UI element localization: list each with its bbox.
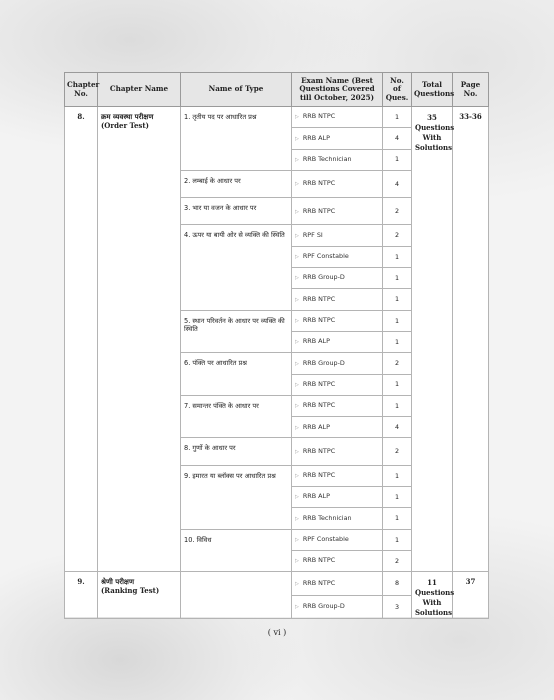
bullet-triangle-icon: ▷ <box>295 360 299 367</box>
question-count: 1 <box>383 149 412 170</box>
exam-name: RRB NTPC <box>302 206 336 215</box>
exam-name: RRB NTPC <box>302 379 336 388</box>
exam-name: RRB NTPC <box>302 446 336 455</box>
header-page-no: Page No. <box>453 73 489 107</box>
bullet-triangle-icon: ▷ <box>295 537 299 544</box>
exam-name: RRB Group-D <box>302 273 345 282</box>
document-page <box>64 72 488 617</box>
page-number: 37 <box>453 572 489 619</box>
total-questions <box>412 572 453 619</box>
bullet-triangle-icon: ▷ <box>295 515 299 522</box>
page-number-footer: ( vi ) <box>267 628 287 637</box>
bullet-triangle-icon: ▷ <box>295 424 299 431</box>
bullet-triangle-icon: ▷ <box>295 473 299 480</box>
exam-name-cell <box>292 572 383 596</box>
chapter-name-hindi: क्रम व्यवस्था परीक्षण <box>101 112 154 121</box>
type-name: 7. समान्तर पंक्ति के आधार पर <box>181 395 292 438</box>
exam-name: RRB NTPC <box>302 294 336 303</box>
bullet-triangle-icon: ▷ <box>295 318 299 325</box>
table-header-row <box>65 73 489 107</box>
exam-name: RRB NTPC <box>302 112 336 121</box>
bullet-triangle-icon: ▷ <box>295 580 299 587</box>
type-name: 10. विविध <box>181 529 292 572</box>
exam-name-cell <box>292 417 383 438</box>
type-name: 2. लम्बाई के आधार पर <box>181 170 292 197</box>
question-count: 2 <box>383 353 412 374</box>
chapter-number: 8. <box>65 107 98 572</box>
type-name: 3. भार या वजन के आधार पर <box>181 198 292 225</box>
question-count: 2 <box>383 438 412 465</box>
exam-name-cell <box>292 198 383 225</box>
exam-name: RRB NTPC <box>302 556 336 565</box>
exam-name: RRB NTPC <box>302 471 336 480</box>
bullet-triangle-icon: ▷ <box>295 208 299 215</box>
bullet-triangle-icon: ▷ <box>295 254 299 261</box>
chapter-name-english: (Order Test) <box>101 120 149 130</box>
chapter-name-english: (Ranking Test) <box>101 585 160 595</box>
header-chapter-name: Chapter Name <box>98 73 181 107</box>
table-body <box>65 107 489 619</box>
bullet-triangle-icon: ▷ <box>295 403 299 410</box>
exam-name-cell <box>292 268 383 289</box>
total-label: Questions With Solutions <box>415 123 455 152</box>
exam-name: RRB Technician <box>302 513 352 522</box>
question-count: 1 <box>383 310 412 331</box>
exam-name-cell <box>292 170 383 197</box>
exam-name: RRB NTPC <box>302 316 336 325</box>
question-count: 3 <box>383 595 412 619</box>
exam-name-cell <box>292 246 383 267</box>
question-count: 1 <box>383 395 412 416</box>
exam-name-cell <box>292 529 383 550</box>
page-number: 33-36 <box>453 107 489 572</box>
question-count: 8 <box>383 572 412 596</box>
bullet-triangle-icon: ▷ <box>295 558 299 565</box>
exam-name-cell <box>292 353 383 374</box>
header-no-of-ques: No. of Ques. <box>383 73 412 107</box>
exam-name: RRB NTPC <box>302 179 336 188</box>
chapter-name <box>98 107 181 572</box>
exam-name-cell <box>292 310 383 331</box>
question-count: 1 <box>383 246 412 267</box>
exam-name-cell <box>292 595 383 619</box>
question-count: 1 <box>383 374 412 395</box>
exam-name: RRB Group-D <box>302 358 345 367</box>
exam-name-cell <box>292 374 383 395</box>
exam-name: RRB ALP <box>302 337 330 346</box>
header-exam-name: Exam Name (Best Questions Covered till October, 2025) <box>292 73 383 107</box>
exam-name-cell <box>292 149 383 170</box>
exam-name: RPF SI <box>302 230 323 239</box>
bullet-triangle-icon: ▷ <box>295 296 299 303</box>
exam-name-cell <box>292 225 383 246</box>
bullet-triangle-icon: ▷ <box>295 275 299 282</box>
exam-name-cell <box>292 550 383 571</box>
exam-name-cell <box>292 508 383 529</box>
exam-name-cell <box>292 107 383 128</box>
question-count: 4 <box>383 128 412 149</box>
type-name: 8. गुणों के आधार पर <box>181 438 292 465</box>
exam-name: RRB NTPC <box>302 401 336 410</box>
question-count: 1 <box>383 487 412 508</box>
bullet-triangle-icon: ▷ <box>295 232 299 239</box>
header-chapter-no: Chapter No. <box>65 73 98 107</box>
exam-name: RRB NTPC <box>302 578 336 587</box>
total-count: 35 <box>427 113 437 122</box>
exam-name-cell <box>292 438 383 465</box>
exam-name-cell <box>292 128 383 149</box>
contents-table <box>64 72 489 619</box>
bullet-triangle-icon: ▷ <box>295 181 299 188</box>
exam-name-cell <box>292 331 383 352</box>
question-count: 1 <box>383 289 412 310</box>
exam-name-cell <box>292 487 383 508</box>
exam-name: RPF Constable <box>302 535 349 544</box>
exam-name-cell <box>292 395 383 416</box>
total-label: Questions With Solutions <box>415 588 455 618</box>
bullet-triangle-icon: ▷ <box>295 448 299 455</box>
bullet-triangle-icon: ▷ <box>295 156 299 163</box>
header-type-name: Name of Type <box>181 73 292 107</box>
bullet-triangle-icon: ▷ <box>295 604 299 611</box>
type-name: 9. इमारत या ब्लॉक्स पर आधारित प्रश्न <box>181 465 292 529</box>
question-count: 4 <box>383 417 412 438</box>
question-count: 2 <box>383 198 412 225</box>
header-total-questions: Total Questions <box>412 73 453 107</box>
table-row <box>65 572 489 596</box>
exam-name: RRB ALP <box>302 422 330 431</box>
exam-name: RRB ALP <box>302 492 330 501</box>
bullet-triangle-icon: ▷ <box>295 135 299 142</box>
total-questions <box>412 107 453 572</box>
exam-name: RRB Group-D <box>302 602 345 611</box>
question-count: 1 <box>383 331 412 352</box>
chapter-name-hindi: श्रेणी परीक्षण <box>101 577 134 587</box>
type-name: 5. स्थान परिवर्तन के आधार पर व्यक्ति की स्थिति <box>181 310 292 353</box>
exam-name: RRB Technician <box>302 154 352 163</box>
question-count: 2 <box>383 225 412 246</box>
type-name: 1. तृतीय पद पर आधारित प्रश्न <box>181 107 292 171</box>
bullet-triangle-icon: ▷ <box>295 114 299 121</box>
question-count: 1 <box>383 268 412 289</box>
question-count: 4 <box>383 170 412 197</box>
question-count: 1 <box>383 107 412 128</box>
question-count: 1 <box>383 465 412 486</box>
question-count: 2 <box>383 550 412 571</box>
type-name: 4. ऊपर या बायी ओर से व्यक्ति की स्थिति <box>181 225 292 310</box>
chapter-number: 9. <box>65 572 98 619</box>
type-name <box>181 572 292 619</box>
total-count: 11 <box>427 578 437 588</box>
type-name: 6. पंक्ति पर आधारित प्रश्न <box>181 353 292 396</box>
bullet-triangle-icon: ▷ <box>295 339 299 346</box>
question-count: 1 <box>383 508 412 529</box>
exam-name-cell <box>292 289 383 310</box>
exam-name-cell <box>292 465 383 486</box>
table-row <box>65 107 489 128</box>
bullet-triangle-icon: ▷ <box>295 494 299 501</box>
bullet-triangle-icon: ▷ <box>295 381 299 388</box>
exam-name: RRB ALP <box>302 133 330 142</box>
question-count: 1 <box>383 529 412 550</box>
exam-name: RPF Constable <box>302 252 349 261</box>
chapter-name <box>98 572 181 619</box>
